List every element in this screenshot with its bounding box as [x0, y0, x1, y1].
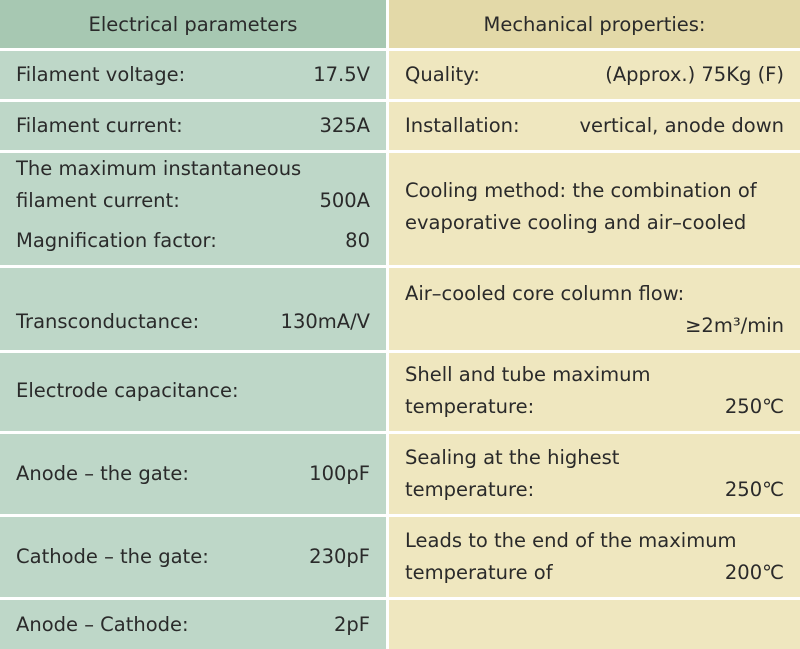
value: 250℃	[724, 478, 784, 501]
label-line2: filament current:	[16, 189, 180, 212]
row-empty	[389, 600, 800, 649]
row-cooling-method	[389, 153, 800, 265]
label: Cathode – the gate:	[16, 545, 209, 568]
row-sealing-temperature	[389, 434, 800, 514]
value: 325A	[319, 114, 370, 137]
value: 100pF	[309, 462, 370, 485]
line1: Shell and tube maximum	[405, 363, 651, 386]
mechanical-column	[389, 0, 800, 649]
value: vertical, anode down	[579, 114, 784, 137]
label: Quality:	[405, 63, 480, 86]
line1: Air–cooled core column flow:	[405, 282, 685, 305]
row-leads-temperature	[389, 517, 800, 597]
label-line1: The maximum instantaneous	[16, 157, 302, 180]
value: 130mA/V	[280, 310, 370, 333]
value: 2pF	[333, 613, 370, 636]
row-shell-tube-temperature	[389, 353, 800, 431]
row-air-cooled-flow	[389, 268, 800, 350]
row-filament-voltage	[0, 51, 386, 99]
label: Magnification factor:	[16, 229, 217, 252]
row-filament-current	[0, 102, 386, 150]
label: Filament current:	[16, 114, 183, 137]
row-transconductance	[0, 268, 386, 350]
label: Installation:	[405, 114, 520, 137]
mechanical-header	[389, 0, 800, 48]
electrical-header	[0, 0, 386, 48]
row-max-instantaneous-filament-current	[0, 153, 386, 217]
line2: temperature:	[405, 395, 535, 418]
value: (Approx.) 75Kg (F)	[605, 63, 784, 86]
value: 200℃	[724, 561, 784, 584]
row-anode-gate	[0, 434, 386, 514]
value: 250℃	[724, 395, 784, 418]
label: Transconductance:	[16, 310, 200, 333]
row-magnification-factor	[0, 217, 386, 265]
label: Filament voltage:	[16, 63, 186, 86]
mechanical-header-text: Mechanical properties:	[483, 13, 706, 36]
line2: temperature of	[405, 561, 553, 584]
label: Electrode capacitance:	[16, 379, 239, 402]
line2: temperature:	[405, 478, 535, 501]
label: Anode – the gate:	[16, 462, 189, 485]
row-cathode-gate	[0, 517, 386, 597]
line2: evaporative cooling and air–cooled	[405, 211, 747, 234]
value: 80	[345, 229, 370, 252]
line1: Leads to the end of the maximum	[405, 529, 737, 552]
row-quality	[389, 51, 800, 99]
electrical-header-text: Electrical parameters	[88, 13, 298, 36]
label: Anode – Cathode:	[16, 613, 189, 636]
row-installation	[389, 102, 800, 150]
row-anode-cathode	[0, 600, 386, 649]
value: 230pF	[309, 545, 370, 568]
electrical-column	[0, 0, 386, 649]
value: 17.5V	[313, 63, 370, 86]
row-electrode-capacitance	[0, 353, 386, 431]
value: 500A	[319, 189, 370, 212]
value: ≥2m³/min	[685, 314, 784, 337]
line1: Cooling method: the combination of	[405, 179, 757, 202]
line1: Sealing at the highest	[405, 446, 620, 469]
